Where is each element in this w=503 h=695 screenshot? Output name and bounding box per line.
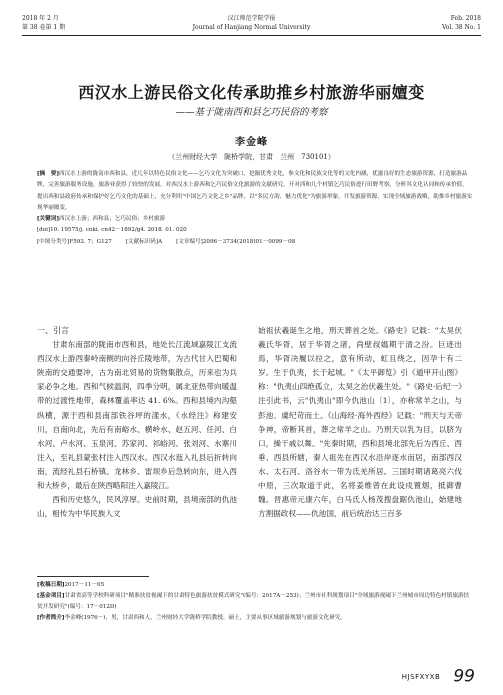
clc-code: [中图分类号]F592. 7；G127 bbox=[37, 238, 112, 245]
abstract-block bbox=[37, 169, 473, 248]
journal-name: 汉江师范学院学报 Journal of Hanjiang Normal University bbox=[192, 15, 311, 31]
author-bio-note: [作者简介]李金峰(1976－)，男，甘肃西和人，兰州财经大学陇桥学院教授，硕士，主要从事区域旅游规划与旅游文化研究。 bbox=[37, 615, 347, 621]
journal-code: HJSFXYXB bbox=[401, 672, 441, 681]
keywords-line bbox=[37, 214, 473, 225]
fund-note: [基金项目]甘肃省高等学校科研项目"精准扶贫视阈下的甘肃特色旅游扶贫模式研究"(编号：2017A－253)；兰州市社科规划项目"全域旅游视阈下兰州城市周边特色村镇旅游扶贫开发研究"(编号：17－012D) bbox=[37, 593, 470, 610]
body-paragraph: 西和历史悠久，民风淳厚。史前时期，县境南部的仇池山，相传为中华民族人文 bbox=[37, 495, 237, 519]
abstract-paragraph bbox=[37, 169, 473, 214]
author-affiliation: （兰州财经大学 陇桥学院，甘肃 兰州 730101） bbox=[168, 153, 335, 161]
paper-subtitle: ——基于陇南西和县乞巧民俗的考察 bbox=[175, 107, 328, 118]
body-column-right bbox=[258, 324, 462, 521]
article-number: [文章编号]2096－3734(2018)01－0099－08 bbox=[176, 238, 296, 245]
abstract-text: 西汉水上游的陇南市西和县，近几年以特色民俗文化——乞巧文化为突破口，挖掘优秀文化，参文化和民族文化等的文化内涵，优滋良好的生态旅游资源，打造旅游品牌，完善旅游服务设施，旅游业获得了较快的发展。对西汉水上游西和乞巧民俗文化旅游的文献研究，开对西和几个村镇乞巧民俗进行田野考察，分析其文化认同和传承价值，提出西和县政府传承和保护好乞巧文化的基础上，充分利用"中国乞巧文化之乡"品牌，以"多民方韵、魅力优化"为旅游形象，开发旅游资源，实现全域旅游战略，助推乡村旅游实现华丽嬗变。 bbox=[37, 171, 473, 211]
received-date-note: [收稿日期]2017－11－05 bbox=[37, 582, 105, 588]
keywords-label: [关键词] bbox=[37, 216, 59, 223]
keywords-text: 西汉水上游；西和县；乞巧民俗；乡村旅游 bbox=[58, 216, 166, 223]
body-paragraph: 始祖伏羲诞生之地，刑天葬首之处。《路史》记载："太昊伏羲氏华胥，居于华胥之渚，尚壁叔媪期于清之汾。巨迹出焉，华胥决履以拉之，意有所动，虹且绕之，因孕十有二岁。生于仇夷，长于起城。"《太平御览》引《遁甲开山图》称："仇夷山四绝孤立，太昊之治伏羲生处。"《路史·后纪一》注引此书，云"仇夷山"即今仇池山〔1〕，亦称常羊之山，与彭池、虞纪苛而土。《山海经·海外西经》记载："刑天与天帝争神，帝断其首，葬之常羊之山。乃刑天以乳为目，以脐为口，操干戚以舞。"先秦时期，西和县境北部先后为西丘、西垂、西县所辖，秦人祖先在西汉水沿岸逐水而居，南部西汉水、太石河、洛谷水一带为氐羌所居。三国时期诸葛亮六伐中原，三次取道于此，名将姜维曾在此设戍置烟，抵御曹魏。晋惠帝元康六年，白马氐人杨茂搜盘踞仇池山，始建地方割据政权——仇池国，前后统治达三百多 bbox=[258, 326, 462, 519]
page-number: 99 bbox=[453, 666, 475, 687]
classification-row bbox=[37, 237, 473, 248]
abstract-label: [摘 要] bbox=[37, 171, 59, 177]
doi-line: [doi]10. 19575/j. cnki. cn42－1892/g4. 2018. 01. 020 bbox=[37, 227, 187, 234]
body-column-left bbox=[37, 324, 237, 521]
page-footer bbox=[402, 666, 475, 687]
issue-date: 2018 年 2 月 第 38 卷第 1 期 bbox=[22, 15, 66, 31]
body-paragraph: 甘肃东南部的陇南市西和县，地处长江流域嘉陵江支流西汉水上游西秦岭南侧的向谷丘陵地带，为古代甘入巴蜀和陕南的交通要冲，古为南北贸易的货物集散点，历来也为兵家必争之地。西和气候温润，四季分明，属北亚热带向暖温带的过渡性地带，森林覆盖率达 41. 6%。西和县境内沟壑纵横，源于西和县南部铁谷坪的漾水，《水经注》称建安川，自南向北，先后有南峪水、横岭水、赵五河、任河、白水河、卢水河、玉泉河、苏家河、祁峪河、张刘河、水寨川注入，至礼县蒙张村注入西汉水。西汉水迤入礼县后折转向南，流经礼县石桥镇、龙林乡、雷坝乡后急转向东，进入西和大桥乡，最后在陕西略阳注入嘉陵江。 bbox=[37, 340, 237, 491]
section-heading: 一、引言 bbox=[37, 326, 69, 335]
paper-title: 西汉水上游民俗文化传承助推乡村旅游华丽嬗变 bbox=[78, 83, 425, 102]
header-divider bbox=[22, 35, 481, 36]
volume-info: Feb. 2018 Vol. 38 No. 1 bbox=[441, 15, 481, 31]
author-name: 李金峰 bbox=[235, 137, 268, 148]
footnotes bbox=[37, 580, 473, 624]
document-code: [文献标识码]A bbox=[125, 238, 163, 245]
footnote-divider bbox=[37, 576, 149, 577]
